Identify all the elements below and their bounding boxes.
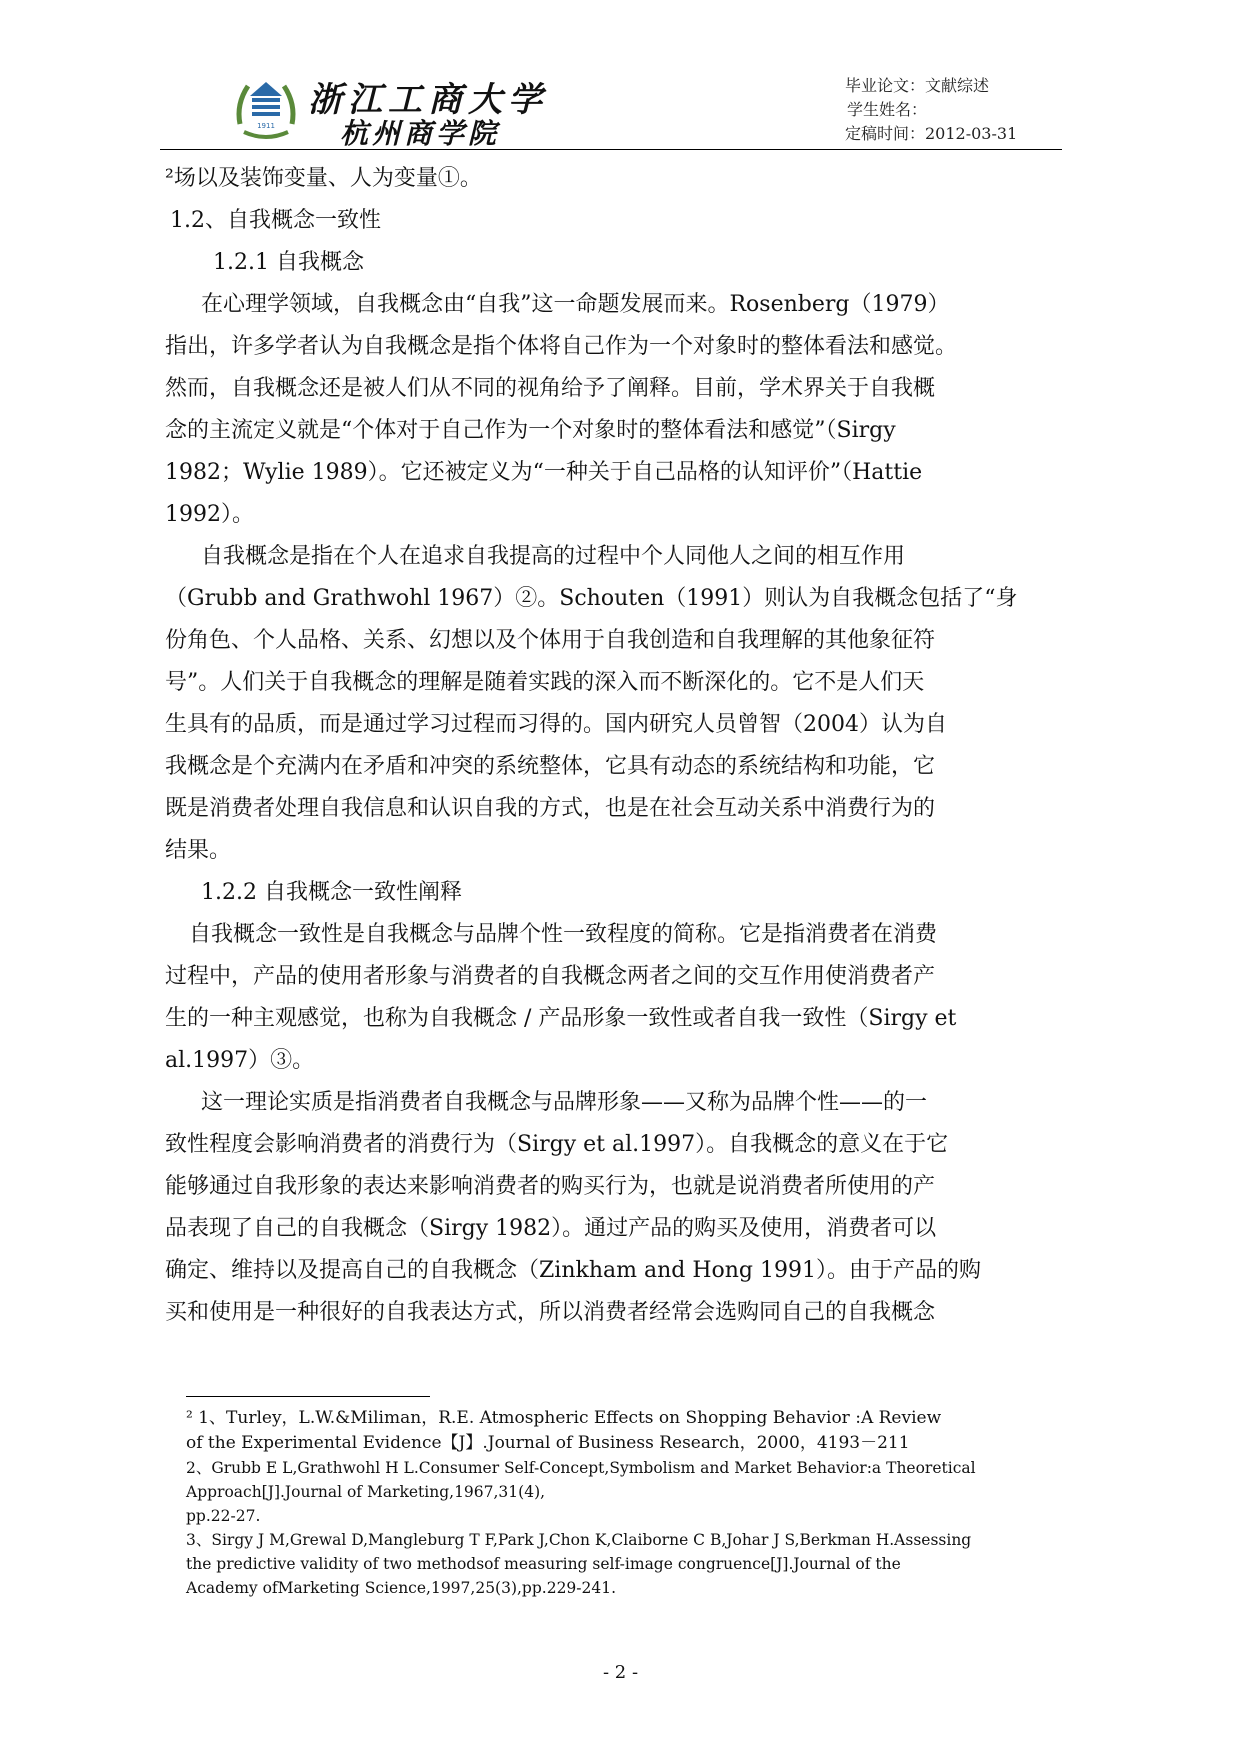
text-line: al.1997）③。 bbox=[165, 1048, 315, 1073]
section-heading: 1.2、自我概念一致性 bbox=[170, 208, 381, 233]
subsection-heading: 1.2.2 自我概念一致性阐释 bbox=[201, 880, 462, 905]
page-header bbox=[230, 64, 1060, 154]
text-line: 品表现了自己的自我概念（Sirgy 1982）。通过产品的购买及使用，消费者可以 bbox=[165, 1216, 937, 1241]
footnote-line: 2、Grubb E L,Grathwohl H L.Consumer Self-Concept,Symbolism and Market Behavior:a Theoretical bbox=[186, 1459, 976, 1477]
footnote-line: the predictive validity of two methodsof measuring self-image congruence[J].Journal of the bbox=[186, 1555, 901, 1573]
text-line: 生具有的品质，而是通过学习过程而习得的。国内研究人员曾智（2004）认为自 bbox=[165, 712, 947, 737]
text-line: 自我概念一致性是自我概念与品牌个性一致程度的简称。它是指消费者在消费 bbox=[189, 922, 938, 947]
text-line: 1992）。 bbox=[165, 502, 254, 527]
final-date: 定稿时间：2012-03-31 bbox=[845, 124, 1018, 143]
school-subname: 杭州商学院 bbox=[340, 117, 501, 150]
text-line: 结果。 bbox=[165, 838, 232, 863]
header-rule bbox=[160, 149, 1062, 150]
text-line: 能够通过自我形象的表达来影响消费者的购买行为，也就是说消费者所使用的产 bbox=[165, 1174, 936, 1199]
body-text bbox=[165, 158, 1070, 1334]
text-line: 确定、维持以及提高自己的自我概念（Zinkham and Hong 1991）。由于产品的购 bbox=[165, 1258, 981, 1283]
text-line: 自我概念是指在个人在追求自我提高的过程中个人同他人之间的相互作用 bbox=[201, 544, 906, 569]
university-seal-icon bbox=[230, 72, 302, 144]
header-meta bbox=[845, 74, 1017, 146]
footnote-rule bbox=[186, 1396, 430, 1397]
school-name: 浙江工商大学 bbox=[308, 80, 548, 120]
footnote-line: Approach[J].Journal of Marketing,1967,31(4), bbox=[186, 1483, 546, 1501]
seal-year: 1911 bbox=[257, 122, 275, 130]
text-line: （Grubb and Grathwohl 1967）②。Schouten（1991）则认为自我概念包括了“身 bbox=[165, 586, 1018, 611]
footnote-line: ² 1、Turley，L.W.&Miliman，R.E. Atmospheric Effects on Shopping Behavior :A Review bbox=[186, 1408, 942, 1428]
footnotes bbox=[186, 1406, 1086, 1600]
footnote-line: of the Experimental Evidence【J】.Journal of Business Research，2000，4193－211 bbox=[186, 1433, 910, 1453]
page-number: - 2 - bbox=[602, 1662, 639, 1683]
text-line: 份角色、个人品格、关系、幻想以及个体用于自我创造和自我理解的其他象征符 bbox=[165, 628, 936, 653]
university-logo bbox=[230, 72, 570, 150]
text-line: 指出，许多学者认为自我概念是指个体将自己作为一个对象时的整体看法和感觉。 bbox=[165, 334, 958, 359]
text-line: 我概念是个充满内在矛盾和冲突的系统整体，它具有动态的系统结构和功能，它 bbox=[165, 754, 936, 779]
footnote-line: 3、Sirgy J M,Grewal D,Mangleburg T F,Park J,Chon K,Claiborne C B,Johar J S,Berkman H.Assessing bbox=[186, 1531, 972, 1549]
text-line: 既是消费者处理自我信息和认识自我的方式，也是在社会互动关系中消费行为的 bbox=[165, 796, 936, 821]
text-line: 买和使用是一种很好的自我表达方式，所以消费者经常会选购同自己的自我概念 bbox=[165, 1300, 936, 1325]
text-line: 在心理学领域，自我概念由“自我”这一命题发展而来。Rosenberg（1979） bbox=[201, 292, 950, 317]
text-line: 这一理论实质是指消费者自我概念与品牌形象——又称为品牌个性——的一 bbox=[201, 1090, 928, 1115]
doc-type: 毕业论文：文献综述 bbox=[845, 76, 990, 95]
text-line: 生的一种主观感觉，也称为自我概念 / 产品形象一致性或者自我一致性（Sirgy et bbox=[165, 1006, 957, 1031]
text-line: 1982；Wylie 1989）。它还被定义为“一种关于自己品格的认知评价”（Hattie bbox=[165, 460, 923, 485]
subsection-heading: 1.2.1 自我概念 bbox=[213, 250, 364, 275]
text-line: ²场以及装饰变量、人为变量①。 bbox=[165, 166, 482, 191]
student-name: 学生姓名： bbox=[847, 100, 928, 119]
text-line: 念的主流定义就是“个体对于自己作为一个对象时的整体看法和感觉”（Sirgy bbox=[165, 418, 896, 443]
text-line: 过程中，产品的使用者形象与消费者的自我概念两者之间的交互作用使消费者产 bbox=[165, 964, 936, 989]
footnote-line: Academy ofMarketing Science,1997,25(3),pp.229-241. bbox=[186, 1579, 617, 1597]
text-line: 号”。人们关于自我概念的理解是随着实践的深入而不断深化的。它不是人们天 bbox=[165, 670, 925, 695]
footnote-line: pp.22-27. bbox=[186, 1507, 261, 1525]
text-line: 然而，自我概念还是被人们从不同的视角给予了阐释。目前，学术界关于自我概 bbox=[165, 376, 936, 401]
text-line: 致性程度会影响消费者的消费行为（Sirgy et al.1997）。自我概念的意义在于它 bbox=[165, 1132, 949, 1157]
